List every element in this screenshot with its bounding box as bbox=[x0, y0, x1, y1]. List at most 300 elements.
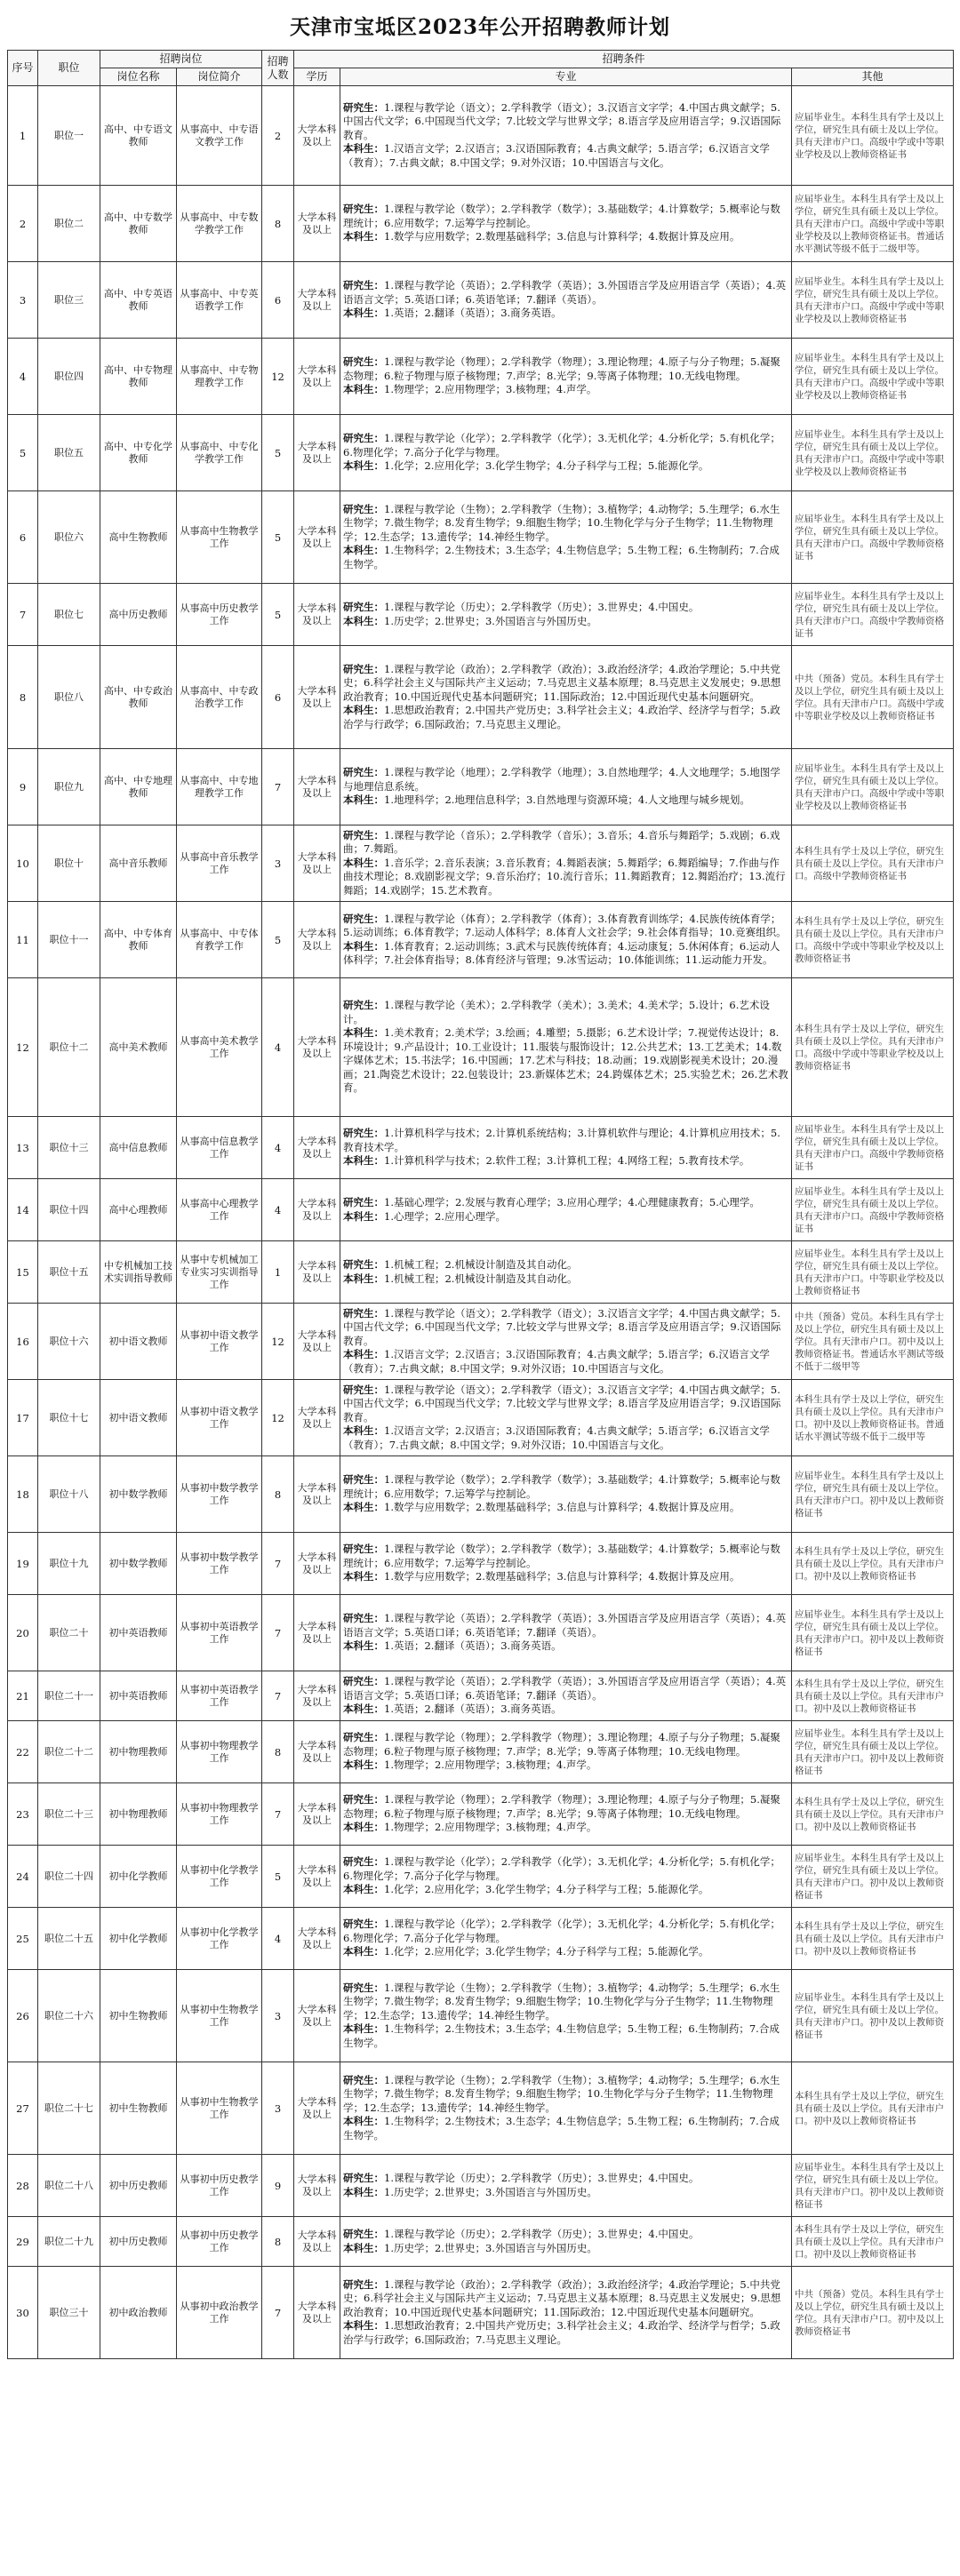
table-row bbox=[8, 825, 954, 902]
row-count: 7 bbox=[262, 1671, 294, 1721]
row-post-desc: 从事初中物理教学工作 bbox=[177, 1783, 262, 1846]
major-list: 1.计算机科学与技术；2.软件工程；3.计算机工程；4.网络工程；5.教育技术学。 bbox=[384, 1154, 750, 1168]
row-position: 职位三十 bbox=[38, 2267, 100, 2359]
row-major bbox=[340, 1304, 792, 1380]
major-graduate-line bbox=[343, 355, 788, 383]
row-post-desc: 从事初中英语教学工作 bbox=[177, 1671, 262, 1721]
row-education: 大学本科及以上 bbox=[294, 415, 340, 491]
row-post-desc: 从事初中化学教学工作 bbox=[177, 1908, 262, 1970]
row-education: 大学本科及以上 bbox=[294, 584, 340, 646]
table-row bbox=[8, 1721, 954, 1783]
table-row bbox=[8, 1846, 954, 1908]
major-undergraduate-line bbox=[343, 1639, 788, 1654]
major-graduate-line bbox=[343, 1543, 788, 1570]
row-other: 中共（预备）党员。本科生具有学士及以上学位，研究生具有硕士及以上学位。具有天津市户口。初中及以上教师资格证书。普通话水平测试等级不低于二级甲等 bbox=[792, 1304, 954, 1380]
row-major bbox=[340, 415, 792, 491]
major-list: 1.汉语言文学；2.汉语言；3.汉语国际教育；4.古典文献学；5.语言学；6.汉语言文学（教育）；7.古典文献；8.中国文学；9.对外汉语；10.中国语言与文化。 bbox=[343, 1348, 770, 1375]
row-major bbox=[340, 2267, 792, 2359]
major-graduate-line bbox=[343, 1127, 788, 1154]
row-major bbox=[340, 339, 792, 415]
major-undergraduate-line bbox=[343, 1501, 788, 1515]
row-post-name: 初中化学教师 bbox=[100, 1908, 177, 1970]
major-list: 1.课程与教学论（语文）；2.学科教学（语文）；3.汉语言文字学；4.中国古典文献学；5.中国古代文学；6.中国现当代文学；7.比较文学与世界文学；8.语言学及应用语言学；9.汉语国际教育。 bbox=[343, 1306, 781, 1347]
major-degree-label: 研究生： bbox=[343, 279, 385, 292]
major-degree-label: 研究生： bbox=[343, 1612, 385, 1625]
row-position: 职位二十一 bbox=[38, 1671, 100, 1721]
major-list: 1.心理学；2.应用心理学。 bbox=[384, 1209, 506, 1223]
table-row bbox=[8, 1671, 954, 1721]
table-row bbox=[8, 262, 954, 339]
major-list: 1.课程与教学论（化学）；2.学科教学（化学）；3.无机化学；4.分析化学；5.有机化学；6.物理化学；7.高分子化学与物理。 bbox=[343, 432, 780, 459]
header-conditions: 招聘条件 bbox=[294, 51, 954, 68]
row-major bbox=[340, 1241, 792, 1304]
table-row bbox=[8, 1241, 954, 1304]
row-seq: 11 bbox=[8, 902, 38, 978]
row-count: 12 bbox=[262, 1380, 294, 1456]
table-row bbox=[8, 86, 954, 186]
row-seq: 25 bbox=[8, 1908, 38, 1970]
major-undergraduate-line bbox=[343, 1210, 788, 1224]
row-post-name: 高中、中专英语教师 bbox=[100, 262, 177, 339]
row-education: 大学本科及以上 bbox=[294, 978, 340, 1117]
major-graduate-line bbox=[343, 432, 788, 459]
row-major bbox=[340, 1595, 792, 1671]
major-graduate-line bbox=[343, 2228, 788, 2242]
major-degree-label: 本科生： bbox=[343, 1272, 385, 1285]
major-list: 1.课程与教学论（英语）；2.学科教学（英语）；3.外国语言学及应用语言学（英语）；4.英语语言文学；5.英语口译；6.英语笔译；7.翻译（英语）。 bbox=[343, 1675, 787, 1702]
row-count: 5 bbox=[262, 584, 294, 646]
header-count: 招聘人数 bbox=[262, 51, 294, 86]
major-list: 1.英语；2.翻译（英语）；3.商务英语。 bbox=[384, 1639, 562, 1653]
row-count: 7 bbox=[262, 1595, 294, 1671]
header-education: 学历 bbox=[294, 68, 340, 86]
major-degree-label: 研究生： bbox=[343, 1258, 385, 1271]
row-post-name: 初中历史教师 bbox=[100, 2217, 177, 2267]
major-list: 1.课程与教学论（生物）；2.学科教学（生物）；3.植物学；4.动物学；5.生理学；6.水生生物学；7.微生物学；8.发育生物学；9.细胞生物学；10.生物化学与分子生物学；11.生物物理学；12.生态学；13.遗传学；14.神经生物学。 bbox=[343, 1981, 780, 2022]
major-list: 1.思想政治教育；2.中国共产党历史；3.科学社会主义；4.政治学、经济学与哲学；5.政治学与行政学；6.国际政治；7.马克思主义理论。 bbox=[343, 2319, 780, 2346]
major-list: 1.英语；2.翻译（英语）；3.商务英语。 bbox=[384, 307, 562, 320]
row-major bbox=[340, 1456, 792, 1533]
row-other: 应届毕业生。本科生具有学士及以上学位，研究生具有硕士及以上学位。具有天津市户口。初中及以上教师资格证书 bbox=[792, 1721, 954, 1783]
row-position: 职位五 bbox=[38, 415, 100, 491]
table-row bbox=[8, 1304, 954, 1380]
major-list: 1.机械工程；2.机械设计制造及其自动化。 bbox=[384, 1258, 578, 1271]
major-list: 1.历史学；2.世界史；3.外国语言与外国历史。 bbox=[384, 2185, 597, 2198]
row-position: 职位十九 bbox=[38, 1533, 100, 1595]
row-education: 大学本科及以上 bbox=[294, 86, 340, 186]
major-degree-label: 本科生： bbox=[343, 230, 385, 243]
major-degree-label: 研究生： bbox=[343, 1306, 385, 1320]
major-list: 1.数学与应用数学；2.数理基础科学；3.信息与计算科学；4.数据计算及应用。 bbox=[384, 230, 740, 243]
row-education: 大学本科及以上 bbox=[294, 1179, 340, 1241]
row-count: 2 bbox=[262, 86, 294, 186]
major-list: 1.课程与教学论（美术）；2.学科教学（美术）；3.美术；4.美术学；5.设计；6.艺术设计。 bbox=[343, 999, 770, 1025]
major-degree-label: 本科生： bbox=[343, 1026, 385, 1040]
major-degree-label: 研究生： bbox=[343, 502, 385, 515]
row-count: 5 bbox=[262, 1846, 294, 1908]
row-post-desc: 从事高中、中专物理教学工作 bbox=[177, 339, 262, 415]
row-education: 大学本科及以上 bbox=[294, 1241, 340, 1304]
row-post-desc: 从事初中数学教学工作 bbox=[177, 1456, 262, 1533]
row-other: 应届毕业生。本科生具有学士及以上学位，研究生具有硕士及以上学位。具有天津市户口。高级中学教师资格证书 bbox=[792, 491, 954, 584]
major-undergraduate-line bbox=[343, 1424, 788, 1452]
row-count: 6 bbox=[262, 646, 294, 749]
row-count: 4 bbox=[262, 1179, 294, 1241]
row-post-desc: 从事初中物理教学工作 bbox=[177, 1721, 262, 1783]
major-list: 1.物理学；2.应用物理学；3.核物理；4.声学。 bbox=[384, 383, 597, 396]
row-post-desc: 从事高中、中专体育教学工作 bbox=[177, 902, 262, 978]
row-position: 职位十一 bbox=[38, 902, 100, 978]
row-post-name: 高中美术教师 bbox=[100, 978, 177, 1117]
major-degree-label: 研究生： bbox=[343, 1981, 385, 1994]
row-major bbox=[340, 2062, 792, 2155]
header-seq: 序号 bbox=[8, 51, 38, 86]
major-degree-label: 研究生： bbox=[343, 1127, 385, 1140]
major-degree-label: 本科生： bbox=[343, 383, 385, 396]
row-major bbox=[340, 1783, 792, 1846]
row-count: 12 bbox=[262, 339, 294, 415]
major-degree-label: 研究生： bbox=[343, 1543, 385, 1556]
table-row bbox=[8, 749, 954, 825]
row-other: 应届毕业生。本科生具有学士及以上学位，研究生具有硕士及以上学位。具有天津市户口。初中及以上教师资格证书 bbox=[792, 1456, 954, 1533]
major-degree-label: 本科生： bbox=[343, 1209, 385, 1223]
major-list: 1.英语；2.翻译（英语）；3.商务英语。 bbox=[384, 1703, 562, 1716]
row-position: 职位八 bbox=[38, 646, 100, 749]
major-degree-label: 研究生： bbox=[343, 1731, 385, 1744]
major-graduate-line bbox=[343, 503, 788, 545]
major-degree-label: 本科生： bbox=[343, 2115, 385, 2128]
major-undergraduate-line bbox=[343, 307, 788, 321]
row-post-name: 高中、中专地理教师 bbox=[100, 749, 177, 825]
row-education: 大学本科及以上 bbox=[294, 749, 340, 825]
major-degree-label: 本科生： bbox=[343, 1883, 385, 1896]
row-other: 应届毕业生。本科生具有学士及以上学位，研究生具有硕士及以上学位。具有天津市户口。高级中学或中等职业学校及以上教师资格证书 bbox=[792, 262, 954, 339]
row-other: 应届毕业生。本科生具有学士及以上学位，研究生具有硕士及以上学位。具有天津市户口。高级中学教师资格证书 bbox=[792, 1117, 954, 1179]
row-education: 大学本科及以上 bbox=[294, 825, 340, 902]
row-seq: 14 bbox=[8, 1179, 38, 1241]
table-row bbox=[8, 584, 954, 646]
major-degree-label: 本科生： bbox=[343, 1154, 385, 1168]
major-graduate-line bbox=[343, 1258, 788, 1272]
major-degree-label: 本科生： bbox=[343, 1501, 385, 1514]
major-degree-label: 研究生： bbox=[343, 432, 385, 445]
table-row bbox=[8, 1595, 954, 1671]
major-graduate-line bbox=[343, 101, 788, 143]
major-graduate-line bbox=[343, 279, 788, 307]
major-undergraduate-line bbox=[343, 1821, 788, 1835]
row-post-name: 初中数学教师 bbox=[100, 1456, 177, 1533]
row-post-desc: 从事高中生物教学工作 bbox=[177, 491, 262, 584]
table-row bbox=[8, 902, 954, 978]
major-list: 1.课程与教学论（历史）；2.学科教学（历史）；3.世界史；4.中国史。 bbox=[384, 601, 700, 613]
row-post-name: 初中物理教师 bbox=[100, 1783, 177, 1846]
major-list: 1.课程与教学论（历史）；2.学科教学（历史）；3.世界史；4.中国史。 bbox=[384, 2172, 700, 2184]
row-post-name: 初中英语教师 bbox=[100, 1671, 177, 1721]
major-degree-label: 研究生： bbox=[343, 203, 385, 216]
row-seq: 6 bbox=[8, 491, 38, 584]
major-degree-label: 研究生： bbox=[343, 1855, 385, 1869]
row-major bbox=[340, 1117, 792, 1179]
row-count: 7 bbox=[262, 1533, 294, 1595]
row-other: 应届毕业生。本科生具有学士及以上学位，研究生具有硕士及以上学位。具有天津市户口。高级中学或中等职业学校及以上教师资格证书 bbox=[792, 749, 954, 825]
row-position: 职位二十八 bbox=[38, 2155, 100, 2217]
major-list: 1.体育教育；2.运动训练；3.武术与民族传统体育；4.运动康复；5.休闲体育；6.运动人体科学；7.社会体育指导；8.体育经济与管理；9.冰雪运动；10.体能训练；11.运动能力开发。 bbox=[343, 939, 780, 966]
major-list: 1.化学；2.应用化学；3.化学生物学；4.分子科学与工程；5.能源化学。 bbox=[384, 1945, 709, 1958]
row-position: 职位二十九 bbox=[38, 2217, 100, 2267]
major-list: 1.课程与教学论（数学）；2.学科教学（数学）；3.基础数学；4.计算数学；5.概率论与数理统计；6.应用数学；7.运筹学与控制论。 bbox=[343, 1543, 780, 1569]
major-degree-label: 本科生： bbox=[343, 2241, 385, 2254]
major-degree-label: 研究生： bbox=[343, 2277, 385, 2291]
major-undergraduate-line bbox=[343, 1026, 788, 1096]
table-row bbox=[8, 1908, 954, 1970]
major-graduate-line bbox=[343, 1473, 788, 1501]
row-other: 应届毕业生。本科生具有学士及以上学位，研究生具有硕士及以上学位。具有天津市户口。初中及以上教师资格证书 bbox=[792, 2155, 954, 2217]
row-seq: 26 bbox=[8, 1970, 38, 2062]
row-post-desc: 从事高中、中专政治教学工作 bbox=[177, 646, 262, 749]
major-graduate-line bbox=[343, 999, 788, 1026]
major-degree-label: 研究生： bbox=[343, 662, 385, 675]
row-position: 职位十八 bbox=[38, 1456, 100, 1533]
row-count: 7 bbox=[262, 2267, 294, 2359]
row-count: 4 bbox=[262, 978, 294, 1117]
row-seq: 20 bbox=[8, 1595, 38, 1671]
major-undergraduate-line bbox=[343, 2022, 788, 2050]
major-list: 1.基础心理学；2.发展与教育心理学；3.应用心理学；4.心理健康教育；5.心理学。 bbox=[384, 1196, 760, 1208]
row-major bbox=[340, 2155, 792, 2217]
major-list: 1.数学与应用数学；2.数理基础科学；3.信息与计算科学；4.数据计算及应用。 bbox=[384, 1570, 740, 1583]
row-post-desc: 从事高中美术教学工作 bbox=[177, 978, 262, 1117]
row-position: 职位十二 bbox=[38, 978, 100, 1117]
row-post-name: 高中、中专体育教师 bbox=[100, 902, 177, 978]
major-list: 1.机械工程；2.机械设计制造及其自动化。 bbox=[384, 1272, 578, 1285]
page-title: 天津市宝坻区2023年公开招聘教师计划 bbox=[289, 15, 670, 39]
row-position: 职位二十五 bbox=[38, 1908, 100, 1970]
major-list: 1.数学与应用数学；2.数理基础科学；3.信息与计算科学；4.数据计算及应用。 bbox=[384, 1501, 740, 1514]
row-seq: 30 bbox=[8, 2267, 38, 2359]
row-seq: 24 bbox=[8, 1846, 38, 1908]
row-major bbox=[340, 262, 792, 339]
major-undergraduate-line bbox=[343, 1883, 788, 1897]
major-list: 1.音乐学；2.音乐表演；3.音乐教育；4.舞蹈表演；5.舞蹈学；6.舞蹈编导；7.作曲与作曲技术理论；8.戏剧影视文学；9.音乐治疗；10.流行音乐；11.舞蹈教育；12.舞蹈治疗；13.流行舞蹈；14.戏剧学；15.艺术教育。 bbox=[343, 856, 786, 897]
major-list: 1.历史学；2.世界史；3.外国语言与外国历史。 bbox=[384, 614, 597, 627]
row-post-name: 初中化学教师 bbox=[100, 1846, 177, 1908]
row-post-name: 初中政治教师 bbox=[100, 2267, 177, 2359]
row-count: 3 bbox=[262, 825, 294, 902]
major-undergraduate-line bbox=[343, 544, 788, 571]
major-degree-label: 本科生： bbox=[343, 459, 385, 473]
row-education: 大学本科及以上 bbox=[294, 1595, 340, 1671]
major-degree-label: 本科生： bbox=[343, 2185, 385, 2198]
row-other: 本科生具有学士及以上学位，研究生具有硕士及以上学位。具有天津市户口。初中及以上教师资格证书。普通话水平测试等级不低于二级甲等 bbox=[792, 1380, 954, 1456]
row-position: 职位四 bbox=[38, 339, 100, 415]
major-list: 1.汉语言文学；2.汉语言；3.汉语国际教育；4.古典文献学；5.语言学；6.汉语言文学（教育）；7.古典文献；8.中国文学；9.对外汉语；10.中国语言与文化。 bbox=[343, 142, 770, 169]
row-seq: 8 bbox=[8, 646, 38, 749]
major-undergraduate-line bbox=[343, 2186, 788, 2200]
major-degree-label: 研究生： bbox=[343, 2172, 385, 2184]
row-other: 中共（预备）党员。本科生具有学士及以上学位，研究生具有硕士及以上学位。具有天津市户口。高级中学或中等职业学校及以上教师资格证书 bbox=[792, 646, 954, 749]
row-post-name: 高中、中专政治教师 bbox=[100, 646, 177, 749]
row-post-desc: 从事高中心理教学工作 bbox=[177, 1179, 262, 1241]
row-position: 职位六 bbox=[38, 491, 100, 584]
row-count: 7 bbox=[262, 749, 294, 825]
major-degree-label: 本科生： bbox=[343, 1703, 385, 1716]
row-post-desc: 从事高中、中专化学教学工作 bbox=[177, 415, 262, 491]
row-position: 职位十三 bbox=[38, 1117, 100, 1179]
row-post-name: 高中、中专数学教师 bbox=[100, 186, 177, 262]
row-position: 职位十七 bbox=[38, 1380, 100, 1456]
row-position: 职位三 bbox=[38, 262, 100, 339]
major-graduate-line bbox=[343, 203, 788, 230]
major-degree-label: 研究生： bbox=[343, 2228, 385, 2240]
row-other: 本科生具有学士及以上学位，研究生具有硕士及以上学位。具有天津市户口。初中及以上教师资格证书 bbox=[792, 1671, 954, 1721]
row-position: 职位一 bbox=[38, 86, 100, 186]
row-position: 职位二十三 bbox=[38, 1783, 100, 1846]
major-graduate-line bbox=[343, 2278, 788, 2320]
row-seq: 22 bbox=[8, 1721, 38, 1783]
major-list: 1.课程与教学论（语文）；2.学科教学（语文）；3.汉语言文字学；4.中国古典文献学；5.中国古代文学；6.中国现当代文学；7.比较文学与世界文学；8.语言学及应用语言学；9.汉语国际教育。 bbox=[343, 1383, 781, 1424]
table-row bbox=[8, 1970, 954, 2062]
row-post-name: 初中生物教师 bbox=[100, 1970, 177, 2062]
row-major bbox=[340, 902, 792, 978]
major-list: 1.课程与教学论（数学）；2.学科教学（数学）；3.基础数学；4.计算数学；5.概率论与数理统计；6.应用数学；7.运筹学与控制论。 bbox=[343, 1473, 780, 1500]
row-count: 5 bbox=[262, 415, 294, 491]
row-position: 职位十六 bbox=[38, 1304, 100, 1380]
major-undergraduate-line bbox=[343, 1945, 788, 1959]
row-post-desc: 从事初中语文教学工作 bbox=[177, 1380, 262, 1456]
major-list: 1.化学；2.应用化学；3.化学生物学；4.分子科学与工程；5.能源化学。 bbox=[384, 459, 709, 473]
major-list: 1.课程与教学论（历史）；2.学科教学（历史）；3.世界史；4.中国史。 bbox=[384, 2228, 700, 2240]
major-graduate-line bbox=[343, 766, 788, 794]
row-post-desc: 从事初中历史教学工作 bbox=[177, 2217, 262, 2267]
row-position: 职位十四 bbox=[38, 1179, 100, 1241]
row-major bbox=[340, 1908, 792, 1970]
major-list: 1.课程与教学论（生物）；2.学科教学（生物）；3.植物学；4.动物学；5.生理学；6.水生生物学；7.微生物学；8.发育生物学；9.细胞生物学；10.生物化学与分子生物学；11.生物物理学；12.生态学；13.遗传学；14.神经生物学。 bbox=[343, 502, 780, 543]
major-graduate-line bbox=[343, 829, 788, 857]
row-seq: 12 bbox=[8, 978, 38, 1117]
major-degree-label: 本科生： bbox=[343, 856, 385, 869]
row-seq: 27 bbox=[8, 2062, 38, 2155]
row-education: 大学本科及以上 bbox=[294, 1908, 340, 1970]
row-other: 应届毕业生。本科生具有学士及以上学位，研究生具有硕士及以上学位。具有天津市户口。高级中学教师资格证书 bbox=[792, 1179, 954, 1241]
row-post-desc: 从事初中化学教学工作 bbox=[177, 1846, 262, 1908]
row-seq: 19 bbox=[8, 1533, 38, 1595]
table-row bbox=[8, 2267, 954, 2359]
row-other: 应届毕业生。本科生具有学士及以上学位，研究生具有硕士及以上学位。具有天津市户口。中等职业学校及以上教师资格证书 bbox=[792, 1241, 954, 1304]
row-other: 本科生具有学士及以上学位，研究生具有硕士及以上学位。具有天津市户口。高级中学或中等职业学校及以上教师资格证书 bbox=[792, 902, 954, 978]
row-post-desc: 从事高中、中专语文教学工作 bbox=[177, 86, 262, 186]
row-education: 大学本科及以上 bbox=[294, 1456, 340, 1533]
row-count: 8 bbox=[262, 1721, 294, 1783]
row-count: 4 bbox=[262, 1908, 294, 1970]
major-list: 1.课程与教学论（生物）；2.学科教学（生物）；3.植物学；4.动物学；5.生理学；6.水生生物学；7.微生物学；8.发育生物学；9.细胞生物学；10.生物化学与分子生物学；11.生物物理学；12.生态学；13.遗传学；14.神经生物学。 bbox=[343, 2073, 780, 2114]
major-undergraduate-line bbox=[343, 2242, 788, 2256]
table-row bbox=[8, 978, 954, 1117]
row-education: 大学本科及以上 bbox=[294, 2155, 340, 2217]
header-major: 专业 bbox=[340, 68, 792, 86]
major-undergraduate-line bbox=[343, 2115, 788, 2142]
major-degree-label: 本科生： bbox=[343, 939, 385, 953]
row-other: 应届毕业生。本科生具有学士及以上学位，研究生具有硕士及以上学位。具有天津市户口。初中及以上教师资格证书 bbox=[792, 1846, 954, 1908]
major-undergraduate-line bbox=[343, 459, 788, 474]
major-list: 1.生物科学；2.生物技术；3.生态学；4.生物信息学；5.生物工程；6.生物制药；7.合成生物学。 bbox=[343, 2022, 780, 2049]
major-degree-label: 研究生： bbox=[343, 1675, 385, 1688]
row-post-name: 初中语文教师 bbox=[100, 1304, 177, 1380]
major-list: 1.课程与教学论（地理）；2.学科教学（地理）；3.自然地理学；4.人文地理学；5.地图学与地理信息系统。 bbox=[343, 766, 780, 793]
row-other: 应届毕业生。本科生具有学士及以上学位，研究生具有硕士及以上学位。具有天津市户口。初中及以上教师资格证书 bbox=[792, 1595, 954, 1671]
row-major bbox=[340, 978, 792, 1117]
major-undergraduate-line bbox=[343, 1272, 788, 1287]
row-post-desc: 从事高中、中专数学教学工作 bbox=[177, 186, 262, 262]
major-graduate-line bbox=[343, 1196, 788, 1210]
row-post-desc: 从事高中、中专地理教学工作 bbox=[177, 749, 262, 825]
major-degree-label: 研究生： bbox=[343, 1473, 385, 1487]
row-other: 本科生具有学士及以上学位，研究生具有硕士及以上学位。具有天津市户口。初中及以上教师资格证书 bbox=[792, 2217, 954, 2267]
major-list: 1.课程与教学论（物理）；2.学科教学（物理）；3.理论物理；4.原子与分子物理；5.凝聚态物理；6.粒子物理与原子核物理；7.声学；8.光学；9.等离子体物理；10.无线电物理。 bbox=[343, 1793, 780, 1820]
row-position: 职位二 bbox=[38, 186, 100, 262]
row-post-name: 初中生物教师 bbox=[100, 2062, 177, 2155]
major-graduate-line bbox=[343, 1384, 788, 1425]
row-seq: 15 bbox=[8, 1241, 38, 1304]
row-post-desc: 从事初中生物教学工作 bbox=[177, 2062, 262, 2155]
major-graduate-line bbox=[343, 1918, 788, 1945]
row-post-name: 初中历史教师 bbox=[100, 2155, 177, 2217]
row-education: 大学本科及以上 bbox=[294, 339, 340, 415]
row-education: 大学本科及以上 bbox=[294, 262, 340, 339]
row-seq: 1 bbox=[8, 86, 38, 186]
major-degree-label: 研究生： bbox=[343, 828, 385, 841]
row-post-name: 初中数学教师 bbox=[100, 1533, 177, 1595]
major-degree-label: 研究生： bbox=[343, 355, 385, 369]
major-degree-label: 研究生： bbox=[343, 766, 385, 779]
major-graduate-line bbox=[343, 1982, 788, 2023]
header-recruit-post: 招聘岗位 bbox=[100, 51, 262, 68]
row-post-name: 初中语文教师 bbox=[100, 1380, 177, 1456]
major-list: 1.思想政治教育；2.中国共产党历史；3.科学社会主义；4.政治学、经济学与哲学；5.政治学与行政学；6.国际政治；7.马克思主义理论。 bbox=[343, 704, 780, 730]
row-post-desc: 从事初中语文教学工作 bbox=[177, 1304, 262, 1380]
row-education: 大学本科及以上 bbox=[294, 491, 340, 584]
row-other: 应届毕业生。本科生具有学士及以上学位，研究生具有硕士及以上学位。具有天津市户口。初中及以上教师资格证书 bbox=[792, 1970, 954, 2062]
table-body bbox=[8, 86, 954, 2359]
major-degree-label: 本科生： bbox=[343, 1945, 385, 1958]
major-list: 1.课程与教学论（政治）；2.学科教学（政治）；3.政治经济学；4.政治学理论；5.中共党史；6.科学社会主义与国际共产主义运动；7.马克思主义基本原理；8.马克思主义发展史；9.思想政治教育；10.中国近现代史基本问题研究；11.国际政治；12.中国近现代史基本问题研究。 bbox=[343, 2277, 781, 2318]
row-count: 4 bbox=[262, 1117, 294, 1179]
table-row bbox=[8, 186, 954, 262]
major-degree-label: 本科生： bbox=[343, 1424, 385, 1438]
table-row bbox=[8, 491, 954, 584]
major-degree-label: 本科生： bbox=[343, 1570, 385, 1583]
row-count: 1 bbox=[262, 1241, 294, 1304]
row-education: 大学本科及以上 bbox=[294, 2217, 340, 2267]
row-post-desc: 从事中专机械加工专业实习实训指导工作 bbox=[177, 1241, 262, 1304]
major-degree-label: 本科生： bbox=[343, 1639, 385, 1653]
row-count: 8 bbox=[262, 1456, 294, 1533]
row-post-name: 高中历史教师 bbox=[100, 584, 177, 646]
major-degree-label: 研究生： bbox=[343, 1918, 385, 1931]
row-seq: 17 bbox=[8, 1380, 38, 1456]
row-count: 7 bbox=[262, 1783, 294, 1846]
major-degree-label: 本科生： bbox=[343, 544, 385, 557]
row-position: 职位十五 bbox=[38, 1241, 100, 1304]
table-row bbox=[8, 2062, 954, 2155]
table-row bbox=[8, 1456, 954, 1533]
row-post-desc: 从事初中历史教学工作 bbox=[177, 2155, 262, 2217]
header-other: 其他 bbox=[792, 68, 954, 86]
major-list: 1.课程与教学论（英语）；2.学科教学（英语）；3.外国语言学及应用语言学（英语）；4.英语语言文学；5.英语口译；6.英语笔译；7.翻译（英语）。 bbox=[343, 279, 787, 306]
major-undergraduate-line bbox=[343, 1703, 788, 1717]
row-count: 3 bbox=[262, 1970, 294, 2062]
row-major bbox=[340, 825, 792, 902]
row-count: 9 bbox=[262, 2155, 294, 2217]
